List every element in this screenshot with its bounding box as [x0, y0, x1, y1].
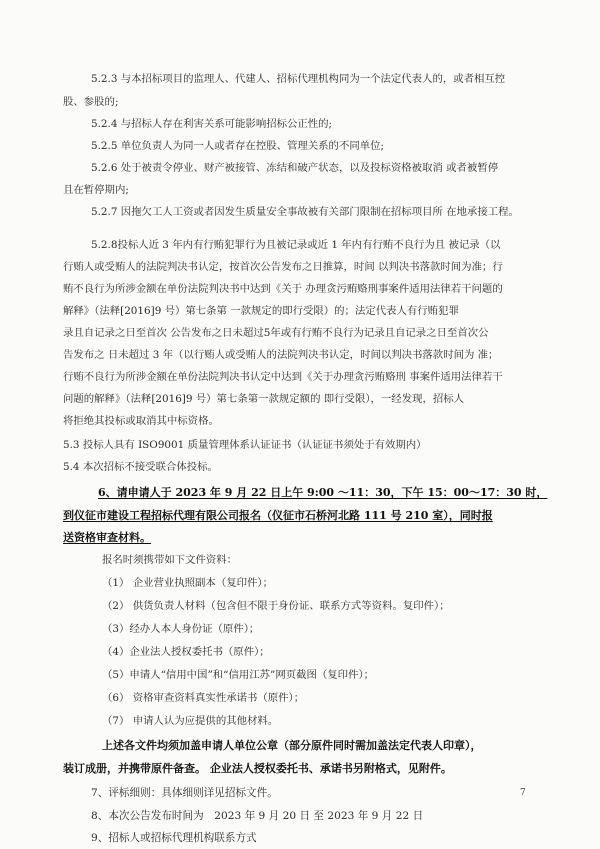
- clause-5-2-6-cont: 且在暂停期内;: [63, 184, 129, 196]
- section-6-registration-l3: 送资格审查材料。: [63, 531, 151, 544]
- section-6-registration-l2: 到仪征市建设工程招标代理有限公司报名（仪征市石桥河北路 111 号 210 室），同时报: [63, 509, 493, 522]
- section-7-evaluation: 7、评标细则：具体细则详见招标文件。: [91, 787, 278, 799]
- doc-item-4: （4）企业法人授权委托书（原件）；: [102, 646, 270, 658]
- clause-5-2-8-l9: 将拒绝其投标或取消其中标资格。: [63, 415, 219, 427]
- section-9-contacts: 9、招标人或招标代理机构联系方式: [91, 832, 257, 844]
- clause-5-2-5: 5.2.5 单位负责人为同一人或者存在控股、管理关系的不同单位;: [91, 140, 385, 152]
- clause-5-2-3: 5.2.3 与本招标项目的监理人、代建人、招标代理机构同为一个法定代表人的，或者相互控: [91, 73, 506, 85]
- clause-5-2-4: 5.2.4 与招标人存在利害关系可能影响招标公正性的;: [91, 118, 333, 130]
- section-8-publish-time: 8、本次公告发布时间为 2023 年 9 月 20 日 至 2023 年 9 月 22 日: [91, 810, 424, 822]
- clause-5-2-3-cont: 股、参股的;: [63, 96, 119, 108]
- section-6-registration: 6、请申请人于 2023 年 9 月 22 日上午 9:00 ～11：30，下午 15：00～17：30 时，: [98, 486, 548, 499]
- clause-5-2-8-l6: 告发布之 日未超过 3 年（以行贿人或受贿人的法院判决书认定，时间以判决书落款时间为 准；: [63, 349, 499, 361]
- clause-5-2-6: 5.2.6 处于被责令停业、财产被接管、冻结和破产状态，以及投标资格被取消 或者被暂停: [91, 162, 499, 174]
- doc-item-2: （2） 供货负责人材料（包含但不限于身份证、联系方式等资料。复印件）；: [102, 600, 450, 612]
- required-docs-heading: 报名时须携带如下文件资料：: [102, 554, 238, 566]
- seal-requirement-l2: 装订成册，并携带原件备查。 企业法人授权委托书、承诺书另附格式，见附件。: [63, 762, 452, 775]
- clause-5-2-8-l7: 行贿不良行为所涉金额在单份法院判决书认定中达到《关于办理贪污贿赂刑 事案件适用法律若干: [63, 371, 503, 383]
- clause-5-2-8: 5.2.8投标人近 3 年内有行贿犯罪行为且被记录或近 1 年内有行贿不良行为且 被记录（以: [91, 239, 501, 251]
- doc-item-6: （6） 资格审查资料真实性承诺书（原件）；: [102, 692, 305, 704]
- doc-item-5: （5）申请人“信用中国”和“信用江苏”网页截图（复印件）；: [102, 669, 375, 681]
- clause-5-2-8-l3: 贿不良行为所涉金额在单份法院判决书中达到《关于 办理贪污贿赂刑事案件适用法律若干问题的: [63, 283, 503, 295]
- clause-5-2-7: 5.2.7 因拖欠工人工资或者因发生质量安全事故被有关部门限制在招标项目所 在地承接工程。: [91, 206, 519, 218]
- clause-5-2-8-l2: 行贿人或受贿人的法院判决书认定，按首次公告发布之日推算，时间 以判决书落款时间为准；行: [63, 261, 503, 273]
- doc-item-1: （1） 企业营业执照副本（复印件）；: [102, 577, 273, 589]
- doc-item-7: （7） 申请人认为应提供的其他材料。: [102, 715, 279, 727]
- doc-item-3: （3）经办人本人身份证（原件）；: [102, 623, 260, 635]
- clause-5-4: 5.4 本次招标不接受联合体投标。: [63, 461, 218, 473]
- clause-5-2-8-l4: 解释》（法释[2016]9 号）第七条第 一款规定的即行受限）的；法定代表人有行贿犯罪: [63, 305, 459, 317]
- page-number: 7: [520, 788, 526, 798]
- clause-5-2-8-l8: 问题的解释》（法释[2016]9 号）第七条第一款规定额的 即行受限），一经发现，招标人: [63, 393, 465, 405]
- seal-requirement: 上述各文件均须加盖申请人单位公章（部分原件同时需加盖法定代表人印章），: [102, 739, 482, 752]
- clause-5-3: 5.3 投标人具有 ISO9001 质量管理体系认证证书（认证证书须处于有效期内）: [63, 439, 427, 451]
- clause-5-2-8-l5: 录且自记录之日至首次 公告发布之日未超过5年或有行贿不良行为记录且自记录之日至首次公: [63, 327, 489, 339]
